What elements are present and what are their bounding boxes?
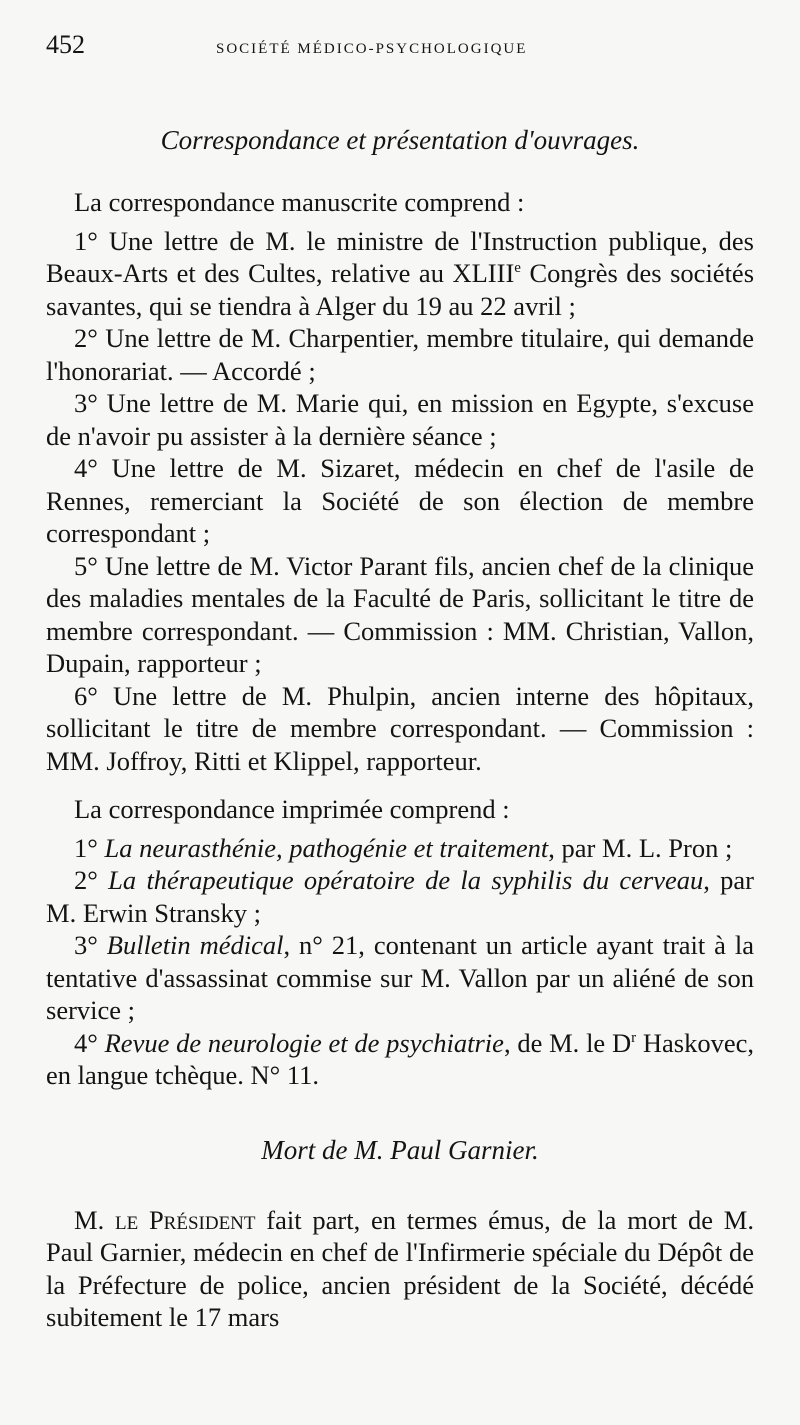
printed-item-3	[46, 929, 754, 1027]
doctor-abbrev-sup: r	[631, 1029, 637, 1046]
obituary-paragraph	[46, 1204, 754, 1334]
page-number: 452	[46, 30, 85, 59]
section-title-mort: Mort de M. Paul Garnier.	[261, 1134, 539, 1165]
printed-item-2	[46, 864, 754, 929]
manuscript-item-6: 6° Une lettre de M. Phulpin, ancien interne des hôpitaux, sollicitant le titre de membre correspondant. — Commission : MM. Joffroy, Ritti et Klippel, rapporteur.	[46, 680, 754, 776]
printed-item-number: 4°	[74, 1027, 105, 1058]
printed-item-number: 3°	[74, 930, 107, 960]
printed-item-title: Revue de neurologie et de psychiatrie	[104, 1027, 504, 1058]
roman-numeral-sup: e	[514, 260, 521, 277]
printed-item-rest: , par M. L. Pron ;	[548, 832, 733, 863]
doctor-abbrev: D	[611, 1027, 632, 1058]
section-title-correspondance: Correspondance et présentation d'ouvrages.	[160, 125, 640, 155]
manuscript-item-1	[46, 225, 754, 323]
printed-item-rest: , n° 21, contenant un article ayant trait à la tentative d'assassinat commise sur M. Vallon par un aliéné de son service ;	[46, 930, 754, 1025]
manuscript-item-2: 2° Une lettre de M. Charpentier, membre titulaire, qui demande l'honorariat. — Accordé ;	[46, 323, 754, 386]
printed-item-title: La neurasthénie, pathogénie et traitement	[104, 832, 549, 863]
manuscript-item-1-tail: Congrès des sociétés savantes, qui se tiendra à Alger du 19 au 22 avril ;	[46, 258, 755, 321]
manuscript-item-4: 4° Une lettre de M. Sizaret, médecin en chef de l'asile de Rennes, remerciant la Société de son élection de membre correspondant ;	[46, 453, 754, 548]
page-header	[46, 30, 754, 70]
running-title: SOCIÉTÉ MÉDICO-PSYCHOLOGIQUE	[216, 41, 528, 57]
printed-item-rest: , de M. le	[503, 1027, 606, 1058]
printed-item-4	[46, 1027, 754, 1092]
manuscript-item-1-head: 1° Une lettre de M. le ministre de l'Instruction publique, des Beaux-Arts et des Cultes, relative au	[46, 225, 754, 288]
printed-item-number: 2°	[74, 865, 109, 895]
speaker-name: M. le Président	[74, 1204, 256, 1235]
printed-item-4-tail: Haskovec, en langue tchèque. N° 11.	[46, 1027, 755, 1090]
manuscript-intro: La correspondance manuscrite comprend :	[74, 187, 525, 217]
manuscript-item-3: 3° Une lettre de M. Marie qui, en mission en Egypte, s'excuse de n'avoir pu assister à la dernière séance ;	[46, 388, 754, 451]
printed-item-title: La thérapeutique opératoire de la syphilis du cerveau	[108, 865, 704, 895]
printed-intro: La correspondance imprimée comprend :	[74, 794, 510, 824]
printed-item-rest: , par M. Erwin Stransky ;	[46, 865, 755, 928]
printed-item-title: Bulletin médical	[106, 930, 284, 960]
roman-numeral: XLIII	[452, 258, 515, 288]
printed-item-number: 1°	[74, 832, 105, 863]
obituary-text: fait part, en termes émus, de la mort de M. Paul Garnier, médecin en chef de l'Infirmerie spéciale du Dépôt de la Préfecture de police, ancien président de la Société, décédé subitement le 17 mars	[46, 1204, 754, 1332]
manuscript-item-5: 5° Une lettre de M. Victor Parant fils, ancien chef de la clinique des maladies mentales de la Faculté de Paris, sollicitant le titre de membre correspondant. — Commission : MM. Christian, Vallon, Dupain, rapporteur ;	[46, 550, 754, 678]
printed-item-1	[46, 832, 754, 865]
